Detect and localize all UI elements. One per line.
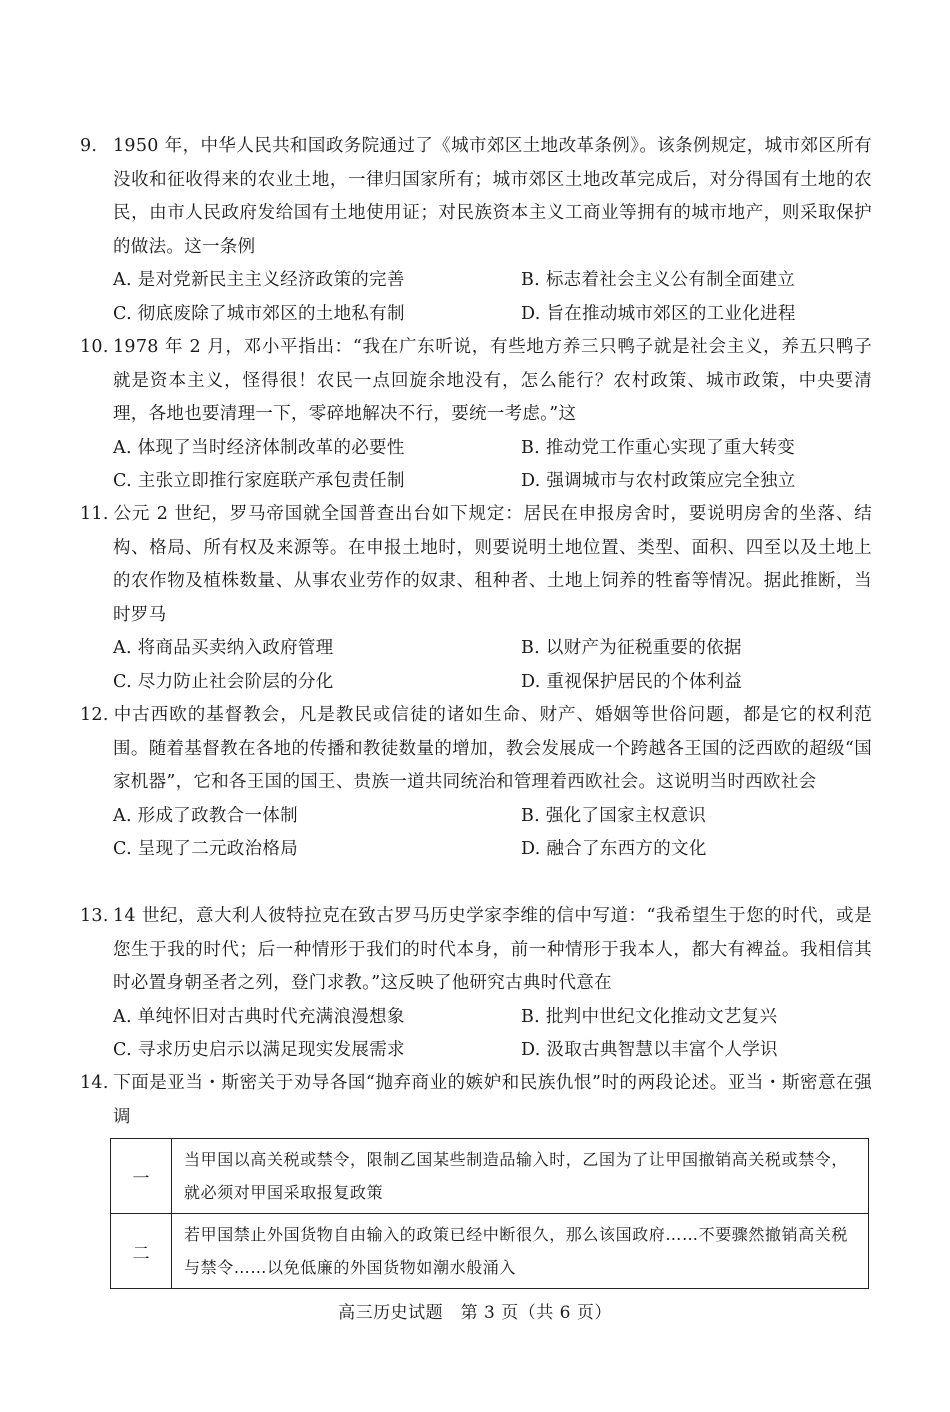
question-number: 9. bbox=[80, 136, 98, 156]
table-row bbox=[111, 1139, 869, 1214]
options bbox=[80, 1001, 872, 1068]
option-d[interactable]: D. 重视保护居民的个体利益 bbox=[521, 671, 743, 692]
question-12 bbox=[80, 699, 872, 867]
options bbox=[80, 632, 872, 699]
question-14 bbox=[80, 1067, 872, 1134]
option-c[interactable]: C. 尽力防止社会阶层的分化 bbox=[113, 671, 334, 692]
option-b[interactable]: B. 推动党工作重心实现了重大转变 bbox=[521, 437, 796, 458]
question-text: 下面是亚当・斯密关于劝导各国“抛弃商业的嫉妒和民族仇恨”时的两段论述。亚当・斯密意在强调 bbox=[113, 1073, 872, 1127]
options bbox=[80, 432, 872, 499]
option-a[interactable]: A. 体现了当时经济体制改革的必要性 bbox=[113, 437, 405, 458]
option-d[interactable]: D. 旨在推动城市郊区的工业化进程 bbox=[521, 303, 796, 324]
option-c[interactable]: C. 寻求历史启示以满足现实发展需求 bbox=[113, 1040, 405, 1060]
row-text: 当甲国以高关税或禁令，限制乙国某些制造品输入时，乙国为了让甲国撤销高关税或禁令，就必须对甲国采取报复政策 bbox=[172, 1139, 869, 1214]
option-b[interactable]: B. 强化了国家主权意识 bbox=[521, 805, 707, 826]
question-number: 11. bbox=[80, 504, 109, 524]
question-stem bbox=[80, 699, 872, 800]
option-b[interactable]: B. 标志着社会主义公有制全面建立 bbox=[521, 270, 796, 290]
question-stem bbox=[80, 900, 872, 1001]
row-text: 若甲国禁止外国货物自由输入的政策已经中断很久，那么该国政府……不要骤然撤销高关税与禁令……以免低廉的外国货物如潮水般涌入 bbox=[172, 1214, 869, 1289]
question-number: 13. bbox=[80, 906, 109, 926]
options bbox=[80, 264, 872, 331]
table-row bbox=[111, 1214, 869, 1289]
option-a[interactable]: A. 将商品买卖纳入政府管理 bbox=[113, 638, 334, 658]
question-9 bbox=[80, 130, 872, 331]
option-c[interactable]: C. 彻底废除了城市郊区的土地私有制 bbox=[113, 303, 405, 324]
question-text: 公元 2 世纪，罗马帝国就全国普查出台如下规定：居民在申报房舍时，要说明房舍的坐落、结构、格局、所有权及来源等。在申报土地时，则要说明土地位置、类型、面积、四至以及土地上的农作物及植株数量、从事农业劳作的奴隶、租种者、土地上饲养的牲畜等情况。据此推断，当时罗马 bbox=[113, 504, 872, 625]
quote-table bbox=[110, 1138, 869, 1289]
question-text: 14 世纪，意大利人彼特拉克在致古罗马历史学家李维的信中写道：“我希望生于您的时代，或是您生于我的时代；后一种情形于我们的时代本身，前一种情形于我本人，都大有裨益。我相信其时必置身朝圣者之列，登门求教。”这反映了他研究古典时代意在 bbox=[113, 906, 872, 993]
question-stem bbox=[80, 498, 872, 632]
question-10 bbox=[80, 331, 872, 499]
question-text: 1978 年 2 月，邓小平指出：“我在广东听说，有些地方养三只鸭子就是社会主义，养五只鸭子就是资本主义，怪得很！农民一点回旋余地没有，怎么能行？农村政策、城市政策，中央要清理，各地也要清理一下，零碎地解决不行，要统一考虑。”这 bbox=[113, 337, 872, 424]
page-footer: 高三历史试题 第 3 页（共 6 页） bbox=[338, 1303, 612, 1323]
question-stem bbox=[80, 130, 872, 264]
option-c[interactable]: C. 主张立即推行家庭联产承包责任制 bbox=[113, 471, 405, 491]
option-c[interactable]: C. 呈现了二元政治格局 bbox=[113, 839, 298, 859]
option-a[interactable]: A. 单纯怀旧对古典时代充满浪漫想象 bbox=[113, 1006, 405, 1027]
question-stem bbox=[80, 331, 872, 432]
row-label: 一 bbox=[111, 1139, 172, 1214]
option-a[interactable]: A. 是对党新民主主义经济政策的完善 bbox=[113, 270, 405, 290]
option-d[interactable]: D. 融合了东西方的文化 bbox=[521, 839, 707, 859]
question-text: 1950 年，中华人民共和国政务院通过了《城市郊区土地改革条例》。该条例规定，城市郊区所有没收和征收得来的农业土地，一律归国家所有；城市郊区土地改革完成后，对分得国有土地的农民，由市人民政府发给国有土地使用证；对民族资本主义工商业等拥有的城市地产，则采取保护的做法。这一条例 bbox=[113, 136, 872, 257]
option-d[interactable]: D. 强调城市与农村政策应完全独立 bbox=[521, 471, 796, 491]
option-b[interactable]: B. 批判中世纪文化推动文艺复兴 bbox=[521, 1006, 778, 1027]
option-b[interactable]: B. 以财产为征税重要的依据 bbox=[521, 638, 742, 658]
row-label: 二 bbox=[111, 1214, 172, 1289]
option-d[interactable]: D. 汲取古典智慧以丰富个人学识 bbox=[521, 1040, 778, 1060]
question-stem bbox=[80, 1067, 872, 1134]
question-13 bbox=[80, 900, 872, 1068]
question-text: 中古西欧的基督教会，凡是教民或信徒的诸如生命、财产、婚姻等世俗问题，都是它的权利范围。随着基督教在各地的传播和教徒数量的增加，教会发展成一个跨越各王国的泛西欧的超级“国家机器”，它和各王国的国王、贵族一道共同统治和管理着西欧社会。这说明当时西欧社会 bbox=[113, 705, 872, 792]
option-a[interactable]: A. 形成了政教合一体制 bbox=[113, 805, 298, 826]
question-number: 14. bbox=[80, 1073, 109, 1093]
question-number: 10. bbox=[80, 337, 109, 357]
question-number: 12. bbox=[80, 705, 109, 725]
options bbox=[80, 800, 872, 867]
question-11 bbox=[80, 498, 872, 699]
